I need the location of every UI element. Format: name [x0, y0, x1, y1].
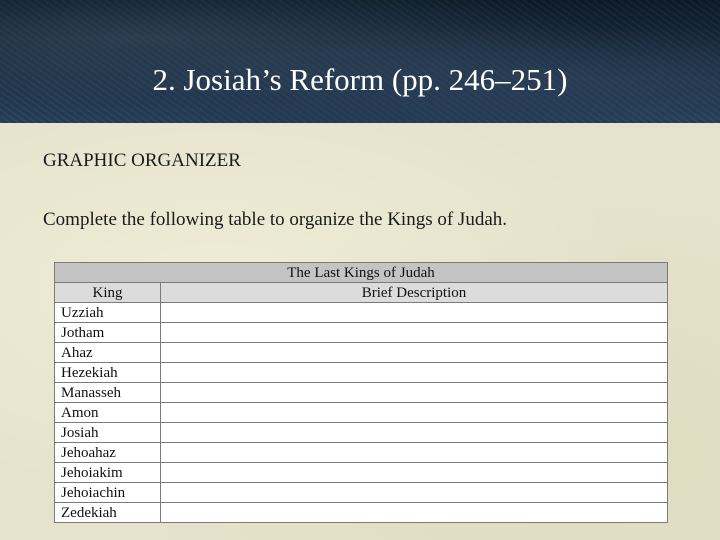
- description-cell[interactable]: [161, 423, 668, 443]
- description-cell[interactable]: [161, 363, 668, 383]
- king-cell: Jotham: [55, 323, 161, 343]
- description-cell[interactable]: [161, 443, 668, 463]
- table-row: [55, 483, 668, 503]
- king-cell: Ahaz: [55, 343, 161, 363]
- table-title-row: [55, 263, 668, 283]
- king-cell: Josiah: [55, 423, 161, 443]
- description-cell[interactable]: [161, 503, 668, 523]
- table-row: [55, 423, 668, 443]
- king-cell: Manasseh: [55, 383, 161, 403]
- table-row: [55, 383, 668, 403]
- table-row: [55, 363, 668, 383]
- king-cell: Zedekiah: [55, 503, 161, 523]
- section-heading: GRAPHIC ORGANIZER: [43, 150, 241, 171]
- table-row: [55, 403, 668, 423]
- table-row: [55, 503, 668, 523]
- table-header-row: [55, 283, 668, 303]
- table-row: [55, 303, 668, 323]
- slide-title: 2. Josiah’s Reform (pp. 246–251): [152, 62, 568, 97]
- description-cell[interactable]: [161, 483, 668, 503]
- description-cell[interactable]: [161, 463, 668, 483]
- slide-header: [0, 0, 720, 123]
- description-cell[interactable]: [161, 323, 668, 343]
- column-header-description: Brief Description: [161, 283, 668, 303]
- table-row: [55, 443, 668, 463]
- table-title: The Last Kings of Judah: [55, 263, 668, 283]
- king-cell: Hezekiah: [55, 363, 161, 383]
- table-row: [55, 463, 668, 483]
- king-cell: Jehoahaz: [55, 443, 161, 463]
- king-cell: Jehoiakim: [55, 463, 161, 483]
- description-cell[interactable]: [161, 303, 668, 323]
- king-cell: Amon: [55, 403, 161, 423]
- description-cell[interactable]: [161, 343, 668, 363]
- column-header-king: King: [55, 283, 161, 303]
- king-cell: Uzziah: [55, 303, 161, 323]
- description-cell[interactable]: [161, 403, 668, 423]
- king-cell: Jehoiachin: [55, 483, 161, 503]
- table-row: [55, 323, 668, 343]
- instruction-text: Complete the following table to organize the Kings of Judah.: [43, 209, 507, 230]
- table-row: [55, 343, 668, 363]
- description-cell[interactable]: [161, 383, 668, 403]
- kings-table: [54, 262, 668, 523]
